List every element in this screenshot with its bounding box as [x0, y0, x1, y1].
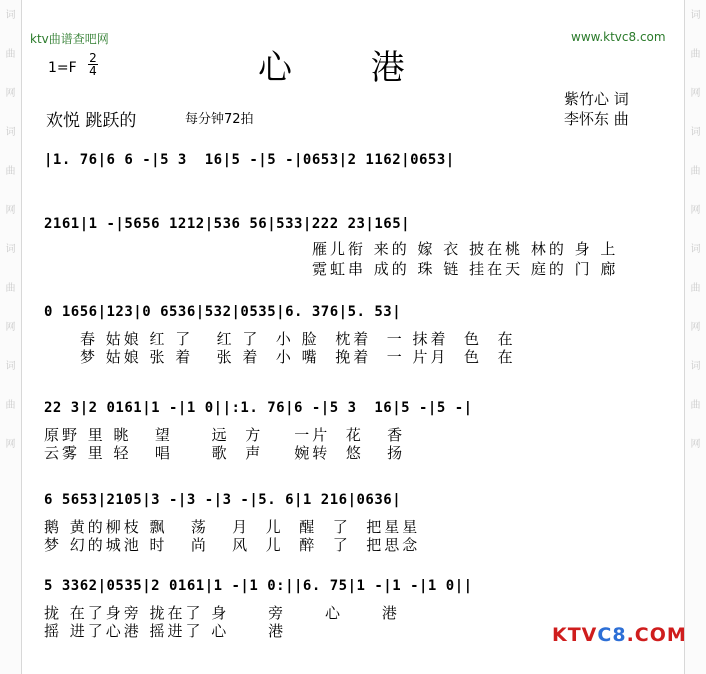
side-watermark-char: 曲	[5, 283, 16, 294]
right-side-watermark	[684, 0, 706, 674]
logo-part-1: KTV	[552, 624, 598, 646]
composer: 李怀东 曲	[564, 110, 629, 128]
side-watermark-char: 词	[5, 10, 16, 21]
side-watermark-char: 词	[690, 244, 701, 255]
side-watermark-char: 曲	[5, 166, 16, 177]
side-watermark-char: 曲	[690, 49, 701, 60]
side-watermark-char: 网	[690, 439, 701, 450]
side-watermark-char: 词	[690, 10, 701, 21]
lyric-line-1: 拢 在了身旁 拢在了 身 旁 心 港	[44, 604, 400, 622]
time-signature-bottom: 4	[89, 64, 97, 78]
expression-mark: 欢悦 跳跃的	[46, 111, 137, 131]
side-watermark-char: 曲	[690, 283, 701, 294]
key-signature: 1=F	[48, 60, 77, 76]
lyric-line-1: 鹅 黄的柳枝 飘 荡 月 儿 醒 了 把星星	[44, 518, 421, 536]
side-watermark-char: 网	[690, 88, 701, 99]
side-watermark-char: 网	[5, 439, 16, 450]
lyric-line-1: 春 姑娘 红 了 红 了 小 脸 枕着 一 抹着 色 在	[80, 330, 516, 348]
side-watermark-char: 网	[5, 205, 16, 216]
notation-line: 6 5653|2105|3 -|3 -|3 -|5. 6|1 216|0636|	[44, 492, 402, 508]
side-watermark-char: 词	[5, 361, 16, 372]
side-watermark-char: 网	[5, 322, 16, 333]
site-url-right: www.ktvc8.com	[571, 30, 666, 44]
time-signature	[88, 52, 98, 77]
side-watermark-char: 曲	[5, 49, 16, 60]
lyric-line-2: 云雾 里 轻 唱 歌 声 婉转 悠 扬	[44, 444, 406, 462]
tempo-mark: 每分钟72拍	[185, 112, 254, 127]
logo-part-3: .COM	[626, 624, 687, 646]
time-signature-top: 2	[89, 51, 97, 65]
lyric-line-2: 梦 姑娘 张 着 张 着 小 嘴 挽着 一 片月 色 在	[80, 348, 516, 366]
notation-line: 2161|1 -|5656 1212|536 56|533|222 23|165|	[44, 216, 411, 232]
notation-line: 22 3|2 0161|1 -|1 0||:1. 76|6 -|5 3 16|5 -|5 -|	[44, 400, 473, 416]
side-watermark-char: 词	[690, 361, 701, 372]
notation-line: 0 1656|123|0 6536|532|0535|6. 376|5. 53|	[44, 304, 402, 320]
lyric-line-2: 梦 幻的城池 时 尚 风 儿 醉 了 把思念	[44, 536, 421, 554]
lyricist: 紫竹心 词	[564, 90, 629, 108]
lyric-line-1: 原野 里 眺 望 远 方 一片 花 香	[44, 426, 406, 444]
side-watermark-char: 网	[690, 322, 701, 333]
left-side-watermark	[0, 0, 22, 674]
side-watermark-char: 网	[5, 88, 16, 99]
side-watermark-char: 词	[690, 127, 701, 138]
lyric-line-2: 摇 进了心港 摇进了 心 港	[44, 622, 287, 640]
side-watermark-char: 曲	[5, 400, 16, 411]
lyric-line-2: 霓虹串 成的 珠 链 挂在天 庭的 门 廊	[312, 260, 619, 278]
lyric-line-1: 雁儿衔 来的 嫁 衣 披在桃 林的 身 上	[312, 240, 619, 258]
notation-line: 5 3362|0535|2 0161|1 -|1 0:||6. 75|1 -|1 -|1 0||	[44, 578, 473, 594]
ktvc8-logo	[552, 624, 687, 646]
side-watermark-char: 词	[5, 127, 16, 138]
side-watermark-char: 曲	[690, 400, 701, 411]
logo-part-2: C8	[597, 624, 627, 646]
notation-line: |1. 76|6 6 -|5 3 16|5 -|5 -|0653|2 1162|0653|	[44, 152, 455, 168]
site-name-left: ktv曲谱查吧网	[30, 32, 109, 46]
side-watermark-char: 曲	[690, 166, 701, 177]
side-watermark-char: 词	[5, 244, 16, 255]
side-watermark-char: 网	[690, 205, 701, 216]
song-title: 心 港	[258, 48, 439, 88]
